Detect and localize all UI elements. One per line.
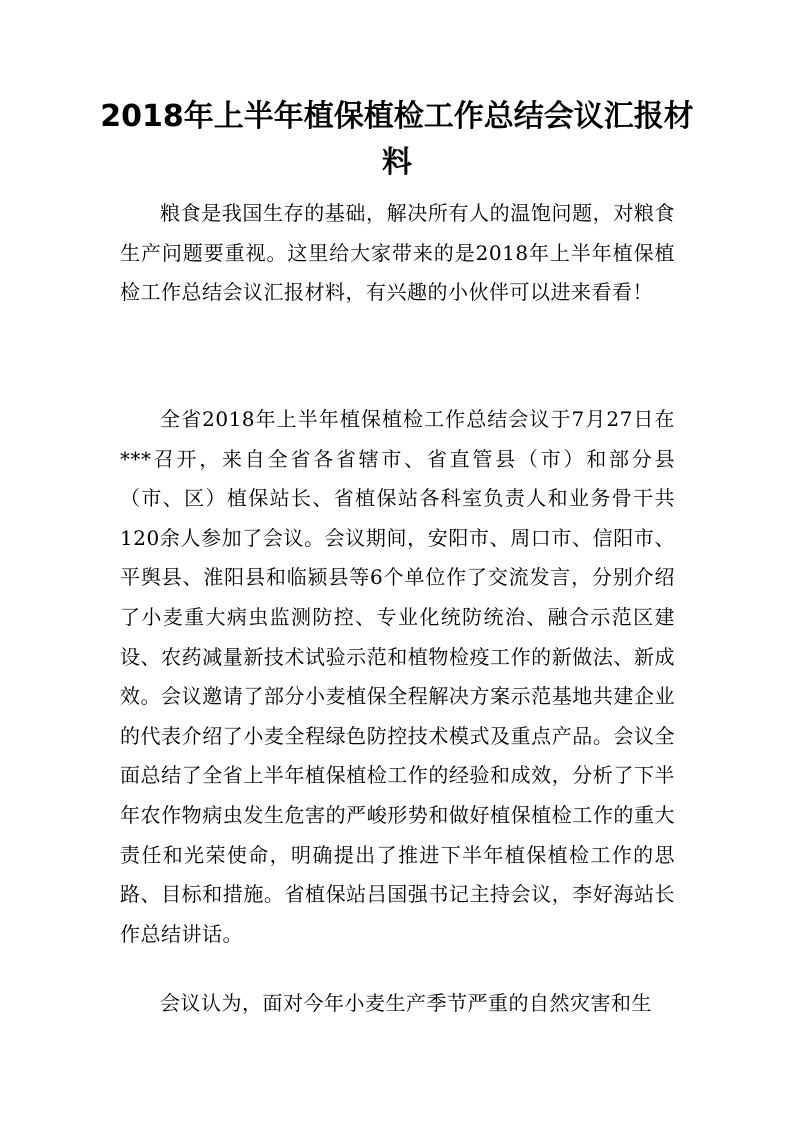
- intro-paragraph: 粮食是我国生存的基础，解决所有人的温饱问题，对粮食生产问题要重视。这里给大家带来的是2018年上半年植保植检工作总结会议汇报材料，有兴趣的小伙伴可以进来看看！: [120, 201, 675, 305]
- meeting-summary-paragraph: 全省2018年上半年植保植检工作总结会议于7月27日在***召开，来自全省各省辖市、省直管县（市）和部分县（市、区）植保站长、省植保站各科室负责人和业务骨干共120余人参加了会议。会议期间，安阳市、周口市、信阳市、平舆县、淮阳县和临颍县等6个单位作了交流发言，分别介绍了小麦重大病虫监测防控、专业化统防统治、融合示范区建设、农药减量新技术试验示范和植物检疫工作的新做法、新成效。会议邀请了部分小麦植保全程解决方案示范基地共建企业的代表介绍了小麦全程绿色防控技术模式及重点产品。会议全面总结了全省上半年植保植检工作的经验和成效，分析了下半年农作物病虫发生危害的严峻形势和做好植保植检工作的重大责任和光荣使命，明确提出了推进下半年植保植检工作的思路、目标和措施。省植保站吕国强书记主持会议，李好海站长作总结讲话。: [120, 407, 675, 946]
- document-title: 2018年上半年植保植检工作总结会议汇报材料: [100, 99, 694, 180]
- conclusion-paragraph: 会议认为，面对今年小麦生产季节严重的自然灾害和生: [160, 991, 652, 1015]
